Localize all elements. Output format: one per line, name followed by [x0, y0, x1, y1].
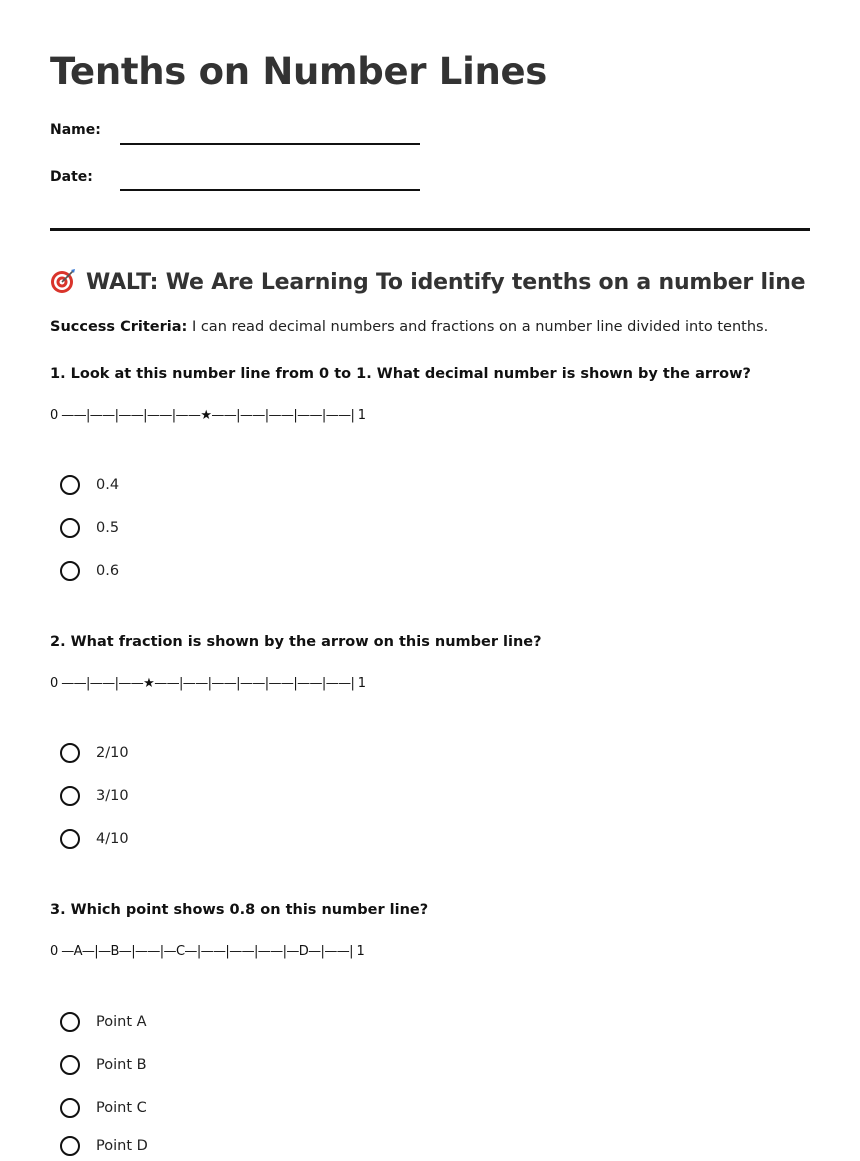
question-3-number-line: 0 —A—|—B—|——|—C—|——|——|——|—D—|——| 1 — [50, 944, 365, 959]
radio-button[interactable] — [60, 518, 80, 538]
success-criteria-label: Success Criteria: — [50, 319, 188, 335]
date-field[interactable] — [120, 189, 420, 191]
question-1-prompt: 1. Look at this number line from 0 to 1. What decimal number is shown by the arrow? — [50, 366, 751, 382]
radio-button[interactable] — [60, 829, 80, 849]
option-label: Point D — [96, 1138, 148, 1154]
question-2-prompt: 2. What fraction is shown by the arrow on this number line? — [50, 634, 542, 650]
radio-button[interactable] — [60, 1098, 80, 1118]
radio-button[interactable] — [60, 561, 80, 581]
name-field[interactable] — [120, 143, 420, 145]
radio-button[interactable] — [60, 1012, 80, 1032]
date-label: Date: — [50, 169, 93, 185]
question-3-option-3[interactable] — [60, 1096, 147, 1120]
question-2-option-2[interactable] — [60, 784, 129, 808]
question-3-option-1[interactable] — [60, 1010, 147, 1034]
question-2-option-3[interactable] — [60, 827, 129, 851]
option-label: Point A — [96, 1014, 147, 1030]
walt-heading — [50, 268, 805, 295]
question-1-option-2[interactable] — [60, 516, 119, 540]
header-divider — [50, 228, 810, 231]
radio-button[interactable] — [60, 1136, 80, 1156]
question-3-option-2[interactable] — [60, 1053, 147, 1077]
question-1-option-1[interactable] — [60, 473, 119, 497]
radio-button[interactable] — [60, 1055, 80, 1075]
walt-text: WALT: We Are Learning To identify tenths on a number line — [86, 270, 806, 295]
question-3-prompt: 3. Which point shows 0.8 on this number line? — [50, 902, 429, 918]
question-2-number-line: 0 ——|——|——★——|——|——|——|——|——|——| 1 — [50, 676, 366, 691]
option-label: 2/10 — [96, 745, 129, 761]
option-label: Point B — [96, 1057, 147, 1073]
radio-button[interactable] — [60, 475, 80, 495]
option-label: 3/10 — [96, 788, 129, 804]
option-label: 0.4 — [96, 477, 120, 493]
question-1-option-3[interactable] — [60, 559, 119, 583]
target-icon — [50, 268, 76, 294]
question-1-number-line: 0 ——|——|——|——|——★——|——|——|——|——| 1 — [50, 408, 366, 423]
option-label: 0.5 — [96, 520, 120, 536]
success-criteria-text: I can read decimal numbers and fractions on a number line divided into tenths. — [187, 319, 769, 335]
question-3-option-4[interactable] — [60, 1134, 148, 1158]
radio-button[interactable] — [60, 743, 80, 763]
option-label: 4/10 — [96, 831, 129, 847]
name-label: Name: — [50, 122, 101, 138]
option-label: Point C — [96, 1100, 147, 1116]
page-title: Tenths on Number Lines — [50, 50, 548, 93]
option-label: 0.6 — [96, 563, 120, 579]
success-criteria — [50, 319, 768, 335]
question-2-option-1[interactable] — [60, 741, 129, 765]
radio-button[interactable] — [60, 786, 80, 806]
